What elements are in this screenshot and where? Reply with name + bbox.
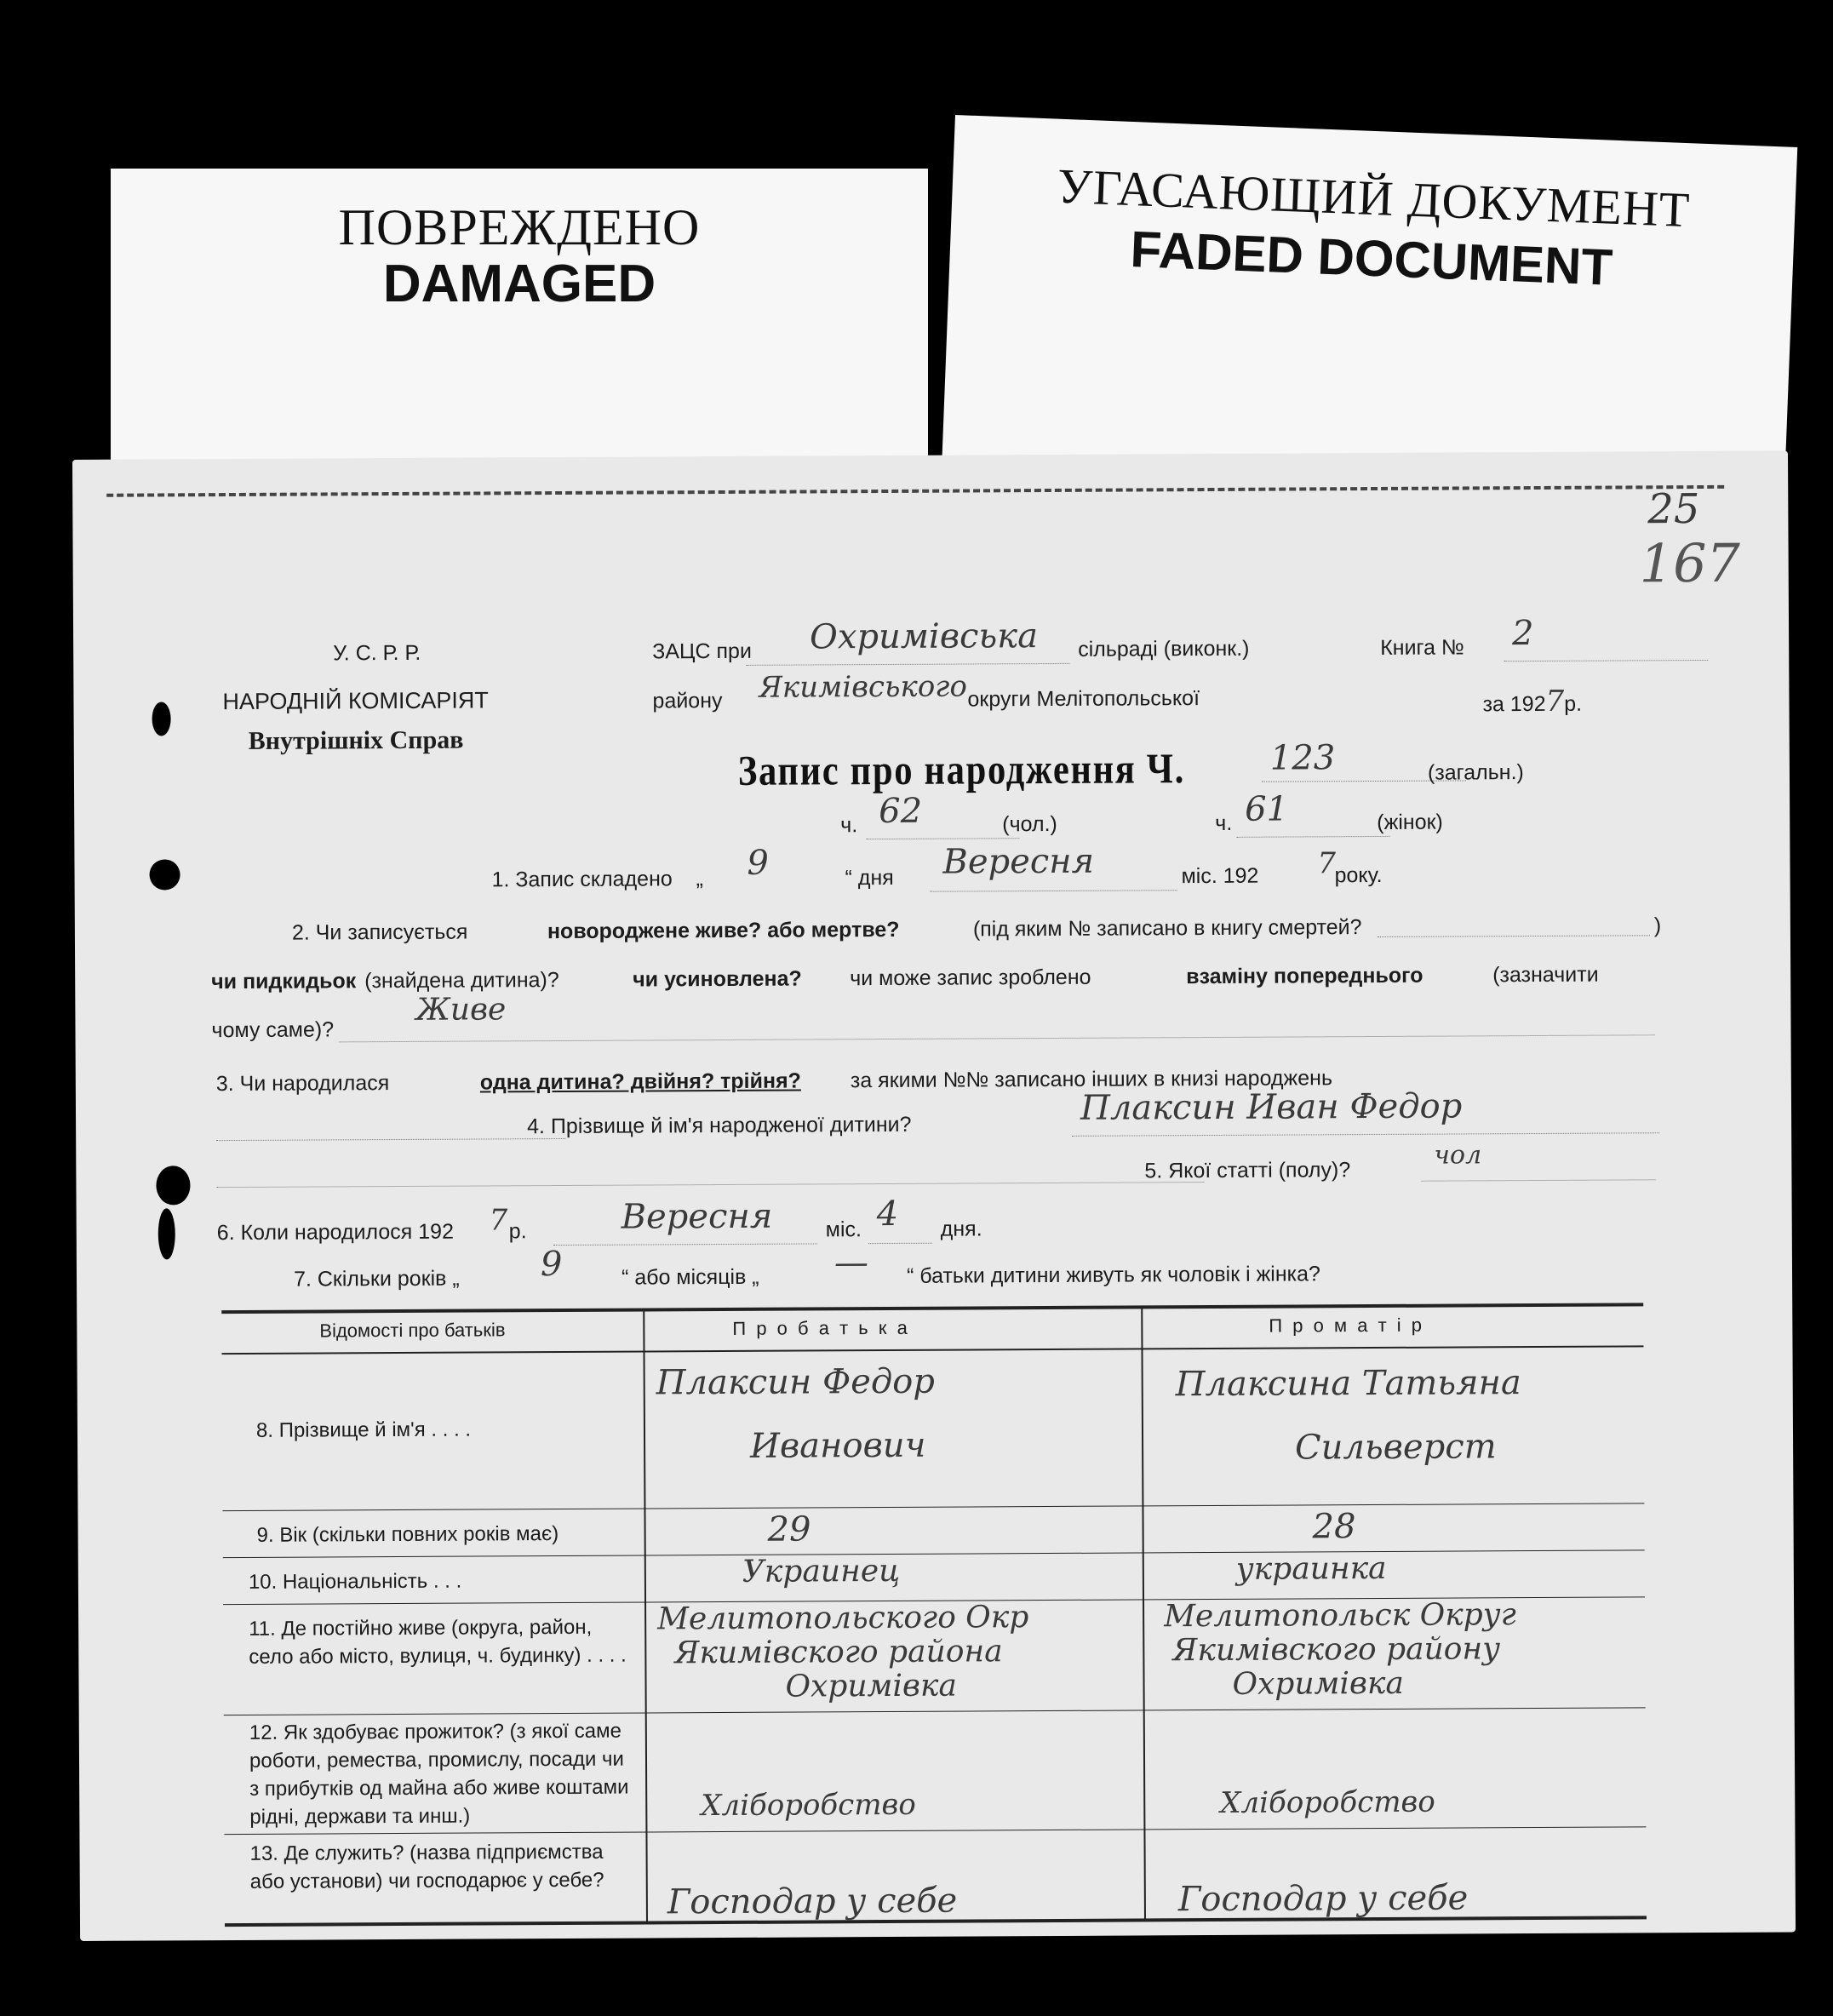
f2-alive-hw: Живе [415,992,507,1028]
table-col-divider-2 [1141,1305,1146,1920]
female-line [1236,836,1389,838]
total-label: (загальн.) [1427,760,1524,785]
f6-month-label: міс. [825,1217,862,1242]
mother-name-hw: Плаксина Татьяна [1175,1363,1521,1405]
f1-month-hw: Вересня [942,841,1095,882]
org-commissariat: НАРОДНІЙ КОМІСАРІЯТ [222,687,489,715]
f2-l2b: (знайдена дитина)? [364,968,559,994]
damaged-label-ru: ПОВРЕЖДЕНО [338,199,701,255]
f1-year-hw: 7 [1317,846,1337,881]
row-name-label: 8. Прізвище й ім'я . . . . [255,1418,472,1442]
f5-sex-hw: чол [1434,1140,1482,1171]
district-hw: Якимівського [759,669,968,705]
f1-label: 1. Запис складено [491,867,673,892]
book-hw: 2 [1511,614,1534,654]
punch-hole [152,702,170,736]
okrug-label: округи Мелітопольської [967,686,1200,712]
village-line [746,663,1069,666]
father-residence-hw-2: Якимівского района [674,1634,1003,1671]
f2-l1c: (під яким № записано в книгу смертей? [972,915,1362,942]
faded-label-ru: УГАСАЮЩИЙ ДОКУМЕНТ [1056,158,1692,238]
father-name-hw: Плаксин Федор [656,1361,936,1403]
f1-year-label: міс. 192 [1181,863,1259,889]
faded-label-en: FADED DOCUMENT [1129,220,1614,296]
row-nationality-label: 10. Національність . . . [248,1569,462,1594]
f6-year-hw: 7 [489,1203,508,1238]
f5-line [1421,1179,1655,1181]
f5-label: 5. Якої статті (полу)? [1144,1158,1351,1183]
f2-death-line [1378,935,1650,937]
row-divider [222,1503,1644,1511]
page-number: 25 [1647,484,1700,534]
female-ch-label: ч. [1215,810,1233,835]
row-residence-label: 11. Де постійно живе (округа, район, село або місто, вулиця, ч. будинку) . . . . [249,1615,627,1669]
year-label [1482,684,1582,719]
mother-residence-hw-3: Охримівка [1232,1665,1404,1702]
row-divider [223,1549,1645,1558]
f5-line-left [216,1182,1204,1188]
f1-day-label: “ дня [845,865,894,891]
f2-answer-line [340,1034,1655,1042]
father-patronymic-hw: Иванович [749,1425,926,1466]
f1-end: року. [1334,862,1383,888]
f2-l3: чому саме)? [211,1017,335,1043]
punch-hole [158,1208,175,1259]
f3-question: за якими №№ записано інших в книзі народжень [850,1066,1333,1093]
damaged-card [111,169,928,492]
female-label: (жінок) [1377,810,1443,834]
f7-months-label: “ або місяців „ [621,1264,759,1290]
book-line [1504,660,1708,662]
year-suffix: р. [1564,691,1583,716]
f2-l1d: ) [1653,914,1662,938]
male-line [866,838,1019,839]
mother-nationality-hw: украинка [1235,1550,1387,1587]
f6-label: 6. Коли народилося 192 [216,1219,455,1246]
f4-child-name-hw: Плаксин Иван Федор [1080,1086,1463,1128]
perforation-line [106,485,1724,497]
mother-age-hw: 28 [1312,1507,1356,1547]
archive-number: 167 [1639,531,1741,595]
f6-year-suffix: р. [508,1219,527,1244]
org-internal-affairs: Внутрішніх Справ [248,725,464,755]
village-suffix: сільраді (виконк.) [1078,636,1250,662]
father-employment-hw: Господар у себе [667,1881,958,1922]
f7-years-hw: 9 [540,1245,563,1285]
mother-livelihood-hw: Хлiборобство [1220,1784,1435,1820]
f2-l1a: 2. Чи записується [291,919,468,945]
f1-quote-open: „ [696,867,703,891]
f2-l2d: чи може запис зроблено [850,965,1091,991]
mother-residence-hw-1: Мелитопольск Округ [1164,1597,1516,1635]
zags-label: ЗАЦС при [652,639,752,664]
father-residence-hw-1: Мелитопольского Окр [657,1600,1029,1637]
f6-month-line [553,1243,817,1246]
f7-months-hw: — [833,1243,869,1283]
f2-l2a: чи пидкидьок [211,969,357,994]
father-age-hw: 29 [767,1509,811,1549]
f1-month-line [931,890,1177,892]
f6-month-hw: Вересня [621,1196,773,1237]
f7-label: 7. Скільки років „ [293,1266,460,1292]
mother-employment-hw: Господар у себе [1177,1878,1469,1920]
f2-l2f: (зазначити [1492,962,1599,988]
row-age-label: 9. Вік (скільки повних років має) [256,1522,559,1547]
f4-label: 4. Прізвище й ім'я народженої дитини? [527,1112,912,1139]
punch-hole [149,859,180,890]
f2-l1b: новороджене живе? або мертве? [547,917,900,944]
mother-residence-hw-2: Якимівского району [1172,1631,1501,1669]
book-label: Книга № [1380,635,1464,660]
org-ussr: У. С. Р. Р. [333,640,421,666]
row-livelihood-label: 12. Як здобуває прожиток? (з якої саме роботи, ремества, промислу, посади чи з прибутків од майна або живе коштами рідні, держави та инш.) [249,1719,629,1829]
year-prefix: за 192 [1482,691,1546,717]
f6-day-label: дня. [940,1217,982,1241]
row-employment-label: 13. Де служить? (назва підприємства або установи) чи господарює у себе? [249,1840,604,1893]
col-header-info: Відомості про батьків [319,1319,506,1342]
record-title: Запис про народження Ч. [737,744,1186,794]
row-divider [224,1707,1646,1715]
f3-line [216,1138,565,1141]
father-livelihood-hw: Хлiборобство [701,1787,916,1824]
f3-options: одна дитина? двійня? трійня? [479,1068,801,1095]
col-header-mother: П р о м а т і р [1269,1314,1425,1337]
male-ch-label: ч. [840,813,858,838]
village-hw: Охримівська [809,616,1039,657]
table-col-divider-1 [643,1308,648,1922]
f4-line [1072,1132,1659,1137]
f6-day-hw: 4 [876,1194,899,1234]
male-label: (чол.) [1002,811,1057,837]
total-number-hw: 123 [1269,738,1336,778]
birth-record-document [72,450,1796,1941]
table-top-border [221,1303,1643,1314]
father-nationality-hw: Украинец [742,1553,901,1589]
f3-label: 3. Чи народилася [215,1071,390,1097]
f2-l2e: взаміну попереднього [1186,963,1423,989]
col-header-father: П р о б а т ь к а [732,1316,910,1339]
father-residence-hw-3: Охримівка [785,1668,957,1704]
year-hw: 7 [1545,684,1565,719]
f1-day-hw: 9 [747,843,770,883]
male-count-hw: 62 [879,791,923,832]
mother-patronymic-hw: Сильверст [1294,1427,1497,1468]
table-header-border [221,1345,1643,1354]
f2-l2c: чи усиновлена? [633,966,802,992]
f6-day-line [868,1243,932,1244]
punch-hole [156,1166,190,1205]
district-label: району [652,689,723,713]
damaged-label-en: DAMAGED [382,255,656,313]
f7-question: “ батьки дитини живуть як чоловік і жінка? [906,1262,1320,1288]
female-count-hw: 61 [1245,789,1289,829]
